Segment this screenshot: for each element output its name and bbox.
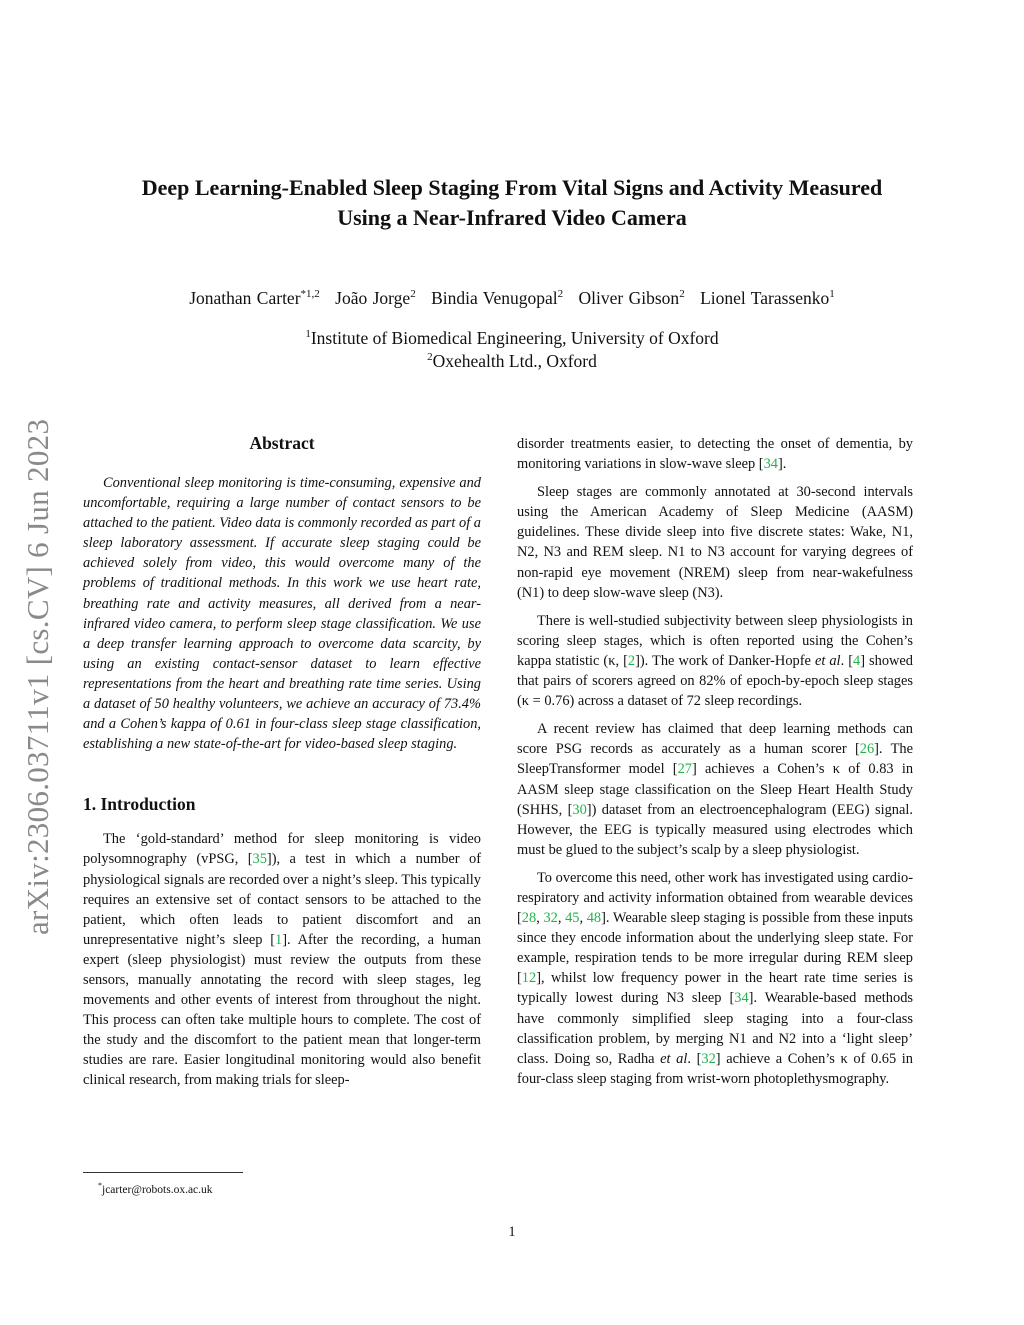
right-column — [517, 434, 913, 1097]
left-column — [83, 430, 481, 1099]
arxiv-stamp: arXiv:2306.03711v1 [cs.CV] 6 Jun 2023 — [20, 418, 55, 935]
citation-link[interactable]: 1 — [275, 931, 283, 948]
abstract-heading: Abstract — [249, 433, 315, 453]
citation-link[interactable]: 35 — [252, 851, 267, 868]
citation-link[interactable]: 28 — [521, 910, 537, 927]
affiliation: $^1$Institute of Biomedical Engineering, University of Oxford — [305, 328, 719, 348]
author-list — [60, 286, 964, 310]
affiliation: $^2$Oxehealth Ltd., Oxford — [427, 351, 597, 371]
citation-link[interactable]: 4 — [853, 652, 861, 669]
author: Lionel Tarassenko$^1$ — [700, 288, 835, 308]
affiliations — [60, 327, 964, 373]
citation-link[interactable]: 2 — [627, 652, 636, 669]
title-line-1: Deep Learning-Enabled Sleep Staging From Vital Signs and Activity Measured — [141, 175, 883, 200]
citation-link[interactable]: 34 — [734, 990, 749, 1007]
author: Oliver Gibson$^2$ — [578, 288, 685, 308]
author: Jonathan Carter$^{*1,2}$ — [189, 288, 320, 308]
intro-paragraph: The ‘gold-standard’ method for sleep monitoring is video polysomnography (vPSG, [35]), a test in which a number of physiological signals are recorded over a night’s sleep. This typically requires an extensive set of contact sensors to be attached to the patient, which often leads to patient discomfort and an unrepresentative night’s sleep [1]. After the recording, a human expert (sleep physiologist) must review the outputs from these sensors, manually annotating the record with sleep stages, leg movements and other events of interest from throughout the night. This process can often take multiple hours to complete. The cost of the study and the discomfort to the patient mean that longer-term studies are rare. Easier longitudinal monitoring would also benefit clinical research, from making trials for sleep- — [83, 831, 481, 1089]
footnote-email: *jcarter@robots.ox.ac.uk — [98, 1181, 213, 1196]
citation-link[interactable]: 45 — [565, 910, 580, 927]
citation-link[interactable]: 26 — [859, 741, 875, 758]
citation-link[interactable]: 27 — [677, 761, 692, 778]
citation-link[interactable]: 12 — [521, 970, 537, 987]
citation-link[interactable]: 32 — [701, 1050, 716, 1067]
abstract-text: Conventional sleep monitoring is time-consuming, expensive and uncomfortable, requiring a large number of contact sensors to be attached to the patient. Video data is commonly recorded as part of a sleep laboratory assessment. If accurate sleep staging could be achieved solely from video, this would overcome many of the problems of traditional methods. In this work we use heart rate, breathing rate and activity measures, all derived from a near-infrared video camera, to perform sleep stage classification. We use a deep transfer learning approach to overcome data scarcity, by using an existing contact-sensor dataset to learn effective representations from the heart and breathing rate time series. Using a dataset of 50 healthy volunteers, we achieve an accuracy of 73.4% and a Cohen’s kappa of 0.61 in four-class sleep stage classification, establishing a new state-of-the-art for video-based sleep staging. — [83, 475, 481, 753]
body-paragraph: There is well-studied subjectivity between sleep physiologists in scoring sleep stages, which is often reported using the Cohen’s kappa statistic (κ, [2]). The work of Danker-Hopfe et al. [4] showed that pairs of scorers agreed on 82% of epoch-by-epoch sleep stages (κ = 0.76) across a dataset of 72 sleep recordings. — [517, 612, 913, 710]
body-paragraph: A recent review has claimed that deep learning methods can score PSG records as accurately as a human scorer [26]. The SleepTransformer model [27] achieves a Cohen’s κ of 0.83 in AASM sleep stage classification on the Sleep Heart Health Study (SHHS, [30]) dataset from an electroencephalogram (EEG) signal. However, the EEG is typically measured using electrodes which must be glued to the subject’s scalp by a sleep physiologist. — [517, 721, 914, 858]
paper-title — [60, 173, 964, 233]
body-paragraph: disorder treatments easier, to detecting the onset of dementia, by monitoring variations in slow-wave sleep [34]. — [517, 436, 913, 473]
citation-link[interactable]: 30 — [572, 801, 587, 818]
author: João Jorge$^2$ — [335, 288, 416, 308]
author: Bindia Venugopal$^2$ — [431, 288, 564, 308]
citation-link[interactable]: 34 — [763, 456, 778, 473]
citation-link[interactable]: 32 — [543, 910, 558, 927]
footnote-rule — [83, 1172, 243, 1173]
body-paragraph: Sleep stages are commonly annotated at 30-second intervals using the American Academy of Sleep Medicine (AASM) guidelines. These divide sleep into five discrete states: Wake, N1, N2, N3 and REM sleep. N1 to N3 account for varying degrees of non-rapid eye movement (NREM) sleep from near-wakefulness (N1) to deep slow-wave sleep (N3). — [517, 484, 913, 601]
section-heading-introduction: 1. Introduction — [83, 794, 196, 815]
body-paragraph: To overcome this need, other work has investigated using cardio-respiratory and activity information obtained from wearable devices [28, 32, 45, 48]. Wearable sleep staging is possible from these inputs since they encode information about the underlying sleep state. For example, respiration tends to be more irregular during REM sleep [12], whilst low frequency power in the heart rate time series is typically lowest during N3 sleep [34]. Wearable-based methods have commonly simplified sleep staging into a four-class classification problem, by merging N1 and N2 into a ‘light sleep’ class. Doing so, Radha et al. [32] achieve a Cohen’s κ of 0.65 in four-class sleep staging from wrist-worn photoplethysmography. — [517, 869, 913, 1087]
citation-link[interactable]: 48 — [586, 910, 602, 927]
title-line-2: Using a Near-Infrared Video Camera — [337, 205, 687, 230]
page-number: 1 — [508, 1224, 516, 1240]
